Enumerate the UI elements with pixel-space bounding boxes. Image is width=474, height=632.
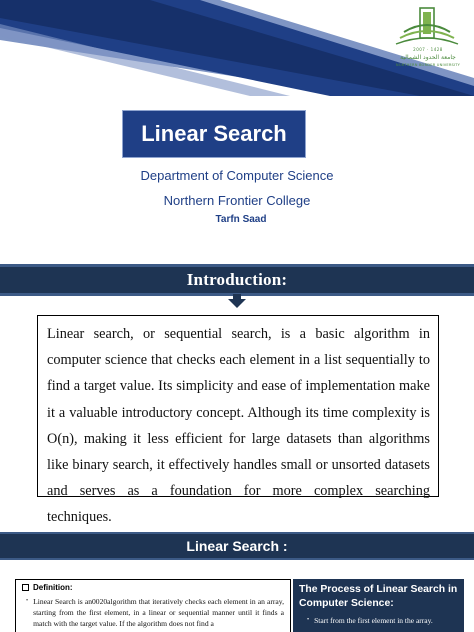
checkbox-icon — [22, 584, 29, 591]
arrow-down-icon — [227, 294, 247, 308]
process-title: The Process of Linear Search in Computer Science: — [299, 584, 458, 609]
logo-arabic-name: جامعة الحدود الشمالية — [400, 54, 456, 61]
university-logo — [386, 4, 470, 74]
list-item — [299, 616, 458, 625]
definition-box — [15, 579, 291, 632]
introduction-box — [37, 315, 439, 526]
linear-search-heading-bar — [0, 532, 474, 560]
process-step: Start from the first element in the array. — [314, 616, 433, 625]
header-banner — [0, 0, 474, 96]
logo-year: 2007 · 1428 — [413, 47, 443, 52]
author-name: Tarfn Saad — [215, 214, 267, 225]
title-box — [122, 110, 306, 158]
bullet-icon: • — [307, 617, 310, 623]
definition-header — [22, 583, 284, 592]
introduction-heading: Introduction: — [186, 270, 288, 289]
bullet-icon: • — [26, 598, 29, 604]
introduction-heading-bar — [0, 264, 474, 296]
department-name: Department of Computer Science — [140, 168, 334, 183]
university-emblem-icon — [386, 4, 470, 48]
linear-search-heading: Linear Search : — [186, 538, 288, 554]
definition-label: Definition: — [33, 583, 73, 592]
page-title: Linear Search — [141, 121, 287, 146]
list-item — [22, 596, 284, 629]
logo-english-name: NORTHERN BORDER UNIVERSITY — [395, 63, 461, 67]
college-name: Northern Frontier College — [163, 193, 311, 208]
introduction-paragraph: Linear search, or sequential search, is a basic algorithm in computer science that checks each element in a list sequentially to find a target value. Its simplicity and ease of implementation make it a valuable introductory concept. Although its time complexity is O(n), making it less efficient for large datasets than algorithms like binary search, it effectively handles small or unsorted datasets and serves as a foundation for more complex searching techniques. — [47, 326, 430, 526]
definition-text: Linear Search is an0020algorithm that iteratively checks each element in an array, starting from the first element, in a linear or sequential manner until it finds a match with the target value. If the algorithm does not find a — [33, 597, 284, 628]
process-box — [293, 579, 464, 632]
